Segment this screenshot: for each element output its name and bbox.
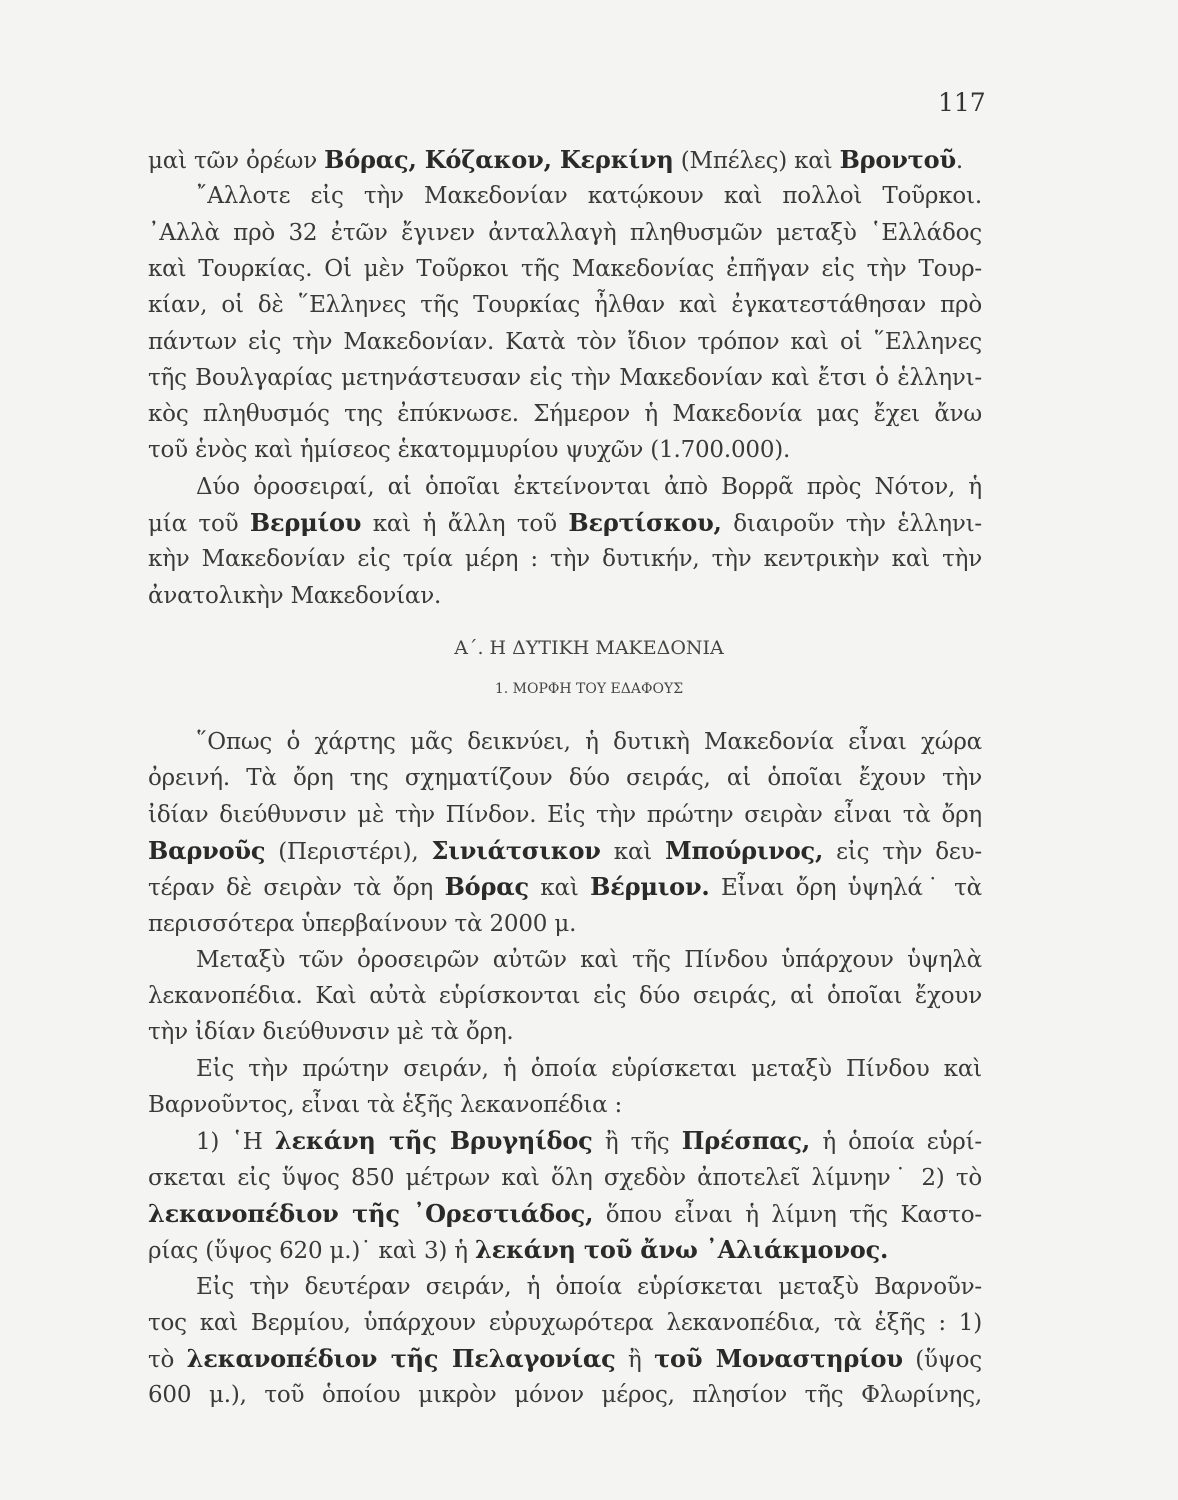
text-run: 600 μ.), τοῦ ὁποίου μικρὸν μόνον μέρος, πλησίον τῆς Φλωρίνης, xyxy=(148,1382,982,1409)
bold-term: λεκανοπέδιον τῆς ᾿Ορεστιάδος, xyxy=(148,1198,594,1228)
text-run: Εἶναι ὄρη ὑψηλά˙ τὰ xyxy=(709,875,982,902)
text-line xyxy=(148,508,982,539)
text-line xyxy=(148,363,982,393)
bold-term: τοῦ Μοναστηρίου xyxy=(654,1344,903,1374)
text-run: πάντων εἰς τὴν Μακεδονίαν. Κατὰ τὸν ἴδιον τρόπον καὶ οἱ ῞Ελληνες xyxy=(148,328,982,355)
text-run: κὴν Μακεδονίαν εἰς τρία μέρη : τὴν δυτικήν, τὴν κεντρικὴν καὶ τὴν xyxy=(148,546,982,573)
text-line xyxy=(148,1126,982,1157)
text-line xyxy=(148,1380,982,1410)
section-heading: Α΄. Η ΔΥΤΙΚΗ ΜΑΚΕΔΟΝΙΑ xyxy=(454,637,724,659)
text-line xyxy=(148,1163,982,1193)
text-line xyxy=(148,145,982,176)
text-line xyxy=(148,218,982,248)
text-line xyxy=(148,435,982,465)
text-run: ῎Αλλοτε εἰς τὴν Μακεδονίαν κατῴκουν καὶ πολλοὶ Τοῦρκοι. xyxy=(196,183,982,210)
text-run: καὶ xyxy=(600,838,666,865)
text-run: ρίας (ὕψος 620 μ.)˙ καὶ 3) ἡ xyxy=(148,1238,475,1265)
text-run: ἢ τῆς xyxy=(592,1129,682,1156)
text-run: καὶ ἡ ἄλλη τοῦ xyxy=(361,511,569,537)
text-run: ῞Οπως ὁ χάρτης μᾶς δεικνύει, ἡ δυτικὴ Μακεδονία εἶναι χώρα xyxy=(196,729,982,755)
text-line xyxy=(148,1235,982,1266)
bold-term: Βέρμιον. xyxy=(590,872,710,902)
text-run: διαιροῦν τὴν ἑλληνι- xyxy=(721,511,982,537)
text-run: ἢ xyxy=(615,1347,655,1374)
text-run: τέραν δὲ σειρὰν τὰ ὄρη xyxy=(148,875,445,902)
text-run: ᾿Αλλὰ πρὸ 32 ἐτῶν ἔγινεν ἀνταλλαγὴ πληθυσμῶν μεταξὺ ῾Ελλάδος xyxy=(148,219,982,246)
text-line xyxy=(148,909,982,939)
page-number: 117 xyxy=(938,88,986,117)
text-run: τὴν ἰδίαν διεύθυνσιν μὲ τὰ ὄρη. xyxy=(148,1019,514,1046)
text-run: 1) ῾Η xyxy=(196,1129,275,1156)
text-line xyxy=(148,800,982,830)
text-run: κίαν, οἱ δὲ ῞Ελληνες τῆς Τουρκίας ἦλθαν καὶ ἐγκατεστάθησαν πρὸ xyxy=(148,292,982,319)
text-line xyxy=(148,945,982,975)
bold-term: Βαρνοῦς xyxy=(148,835,266,865)
bold-term: Βερτίσκου, xyxy=(568,508,722,537)
text-line xyxy=(148,254,982,284)
text-line xyxy=(148,290,982,320)
text-line xyxy=(148,836,982,867)
text-run: μία τοῦ xyxy=(148,511,250,537)
text-run: καὶ xyxy=(528,875,591,902)
text-run: (Μπέλες) καὶ xyxy=(673,148,840,174)
text-run: τος καὶ Βερμίου, ὑπάρχουν εὐρυχωρότερα λεκανοπέδια, τὰ ἑξῆς : 1) xyxy=(148,1309,982,1336)
bold-term: Πρέσπας, xyxy=(681,1126,811,1156)
text-run: . xyxy=(955,148,964,174)
text-run: ἀνατολικὴν Μακεδονίαν. xyxy=(148,582,442,609)
text-run: ὀρεινή. Τὰ ὄρη της σχηματίζουν δύο σειράς, αἱ ὁποῖαι ἔχουν τὴν xyxy=(148,765,982,792)
text-line xyxy=(148,981,982,1011)
text-run: ἰδίαν διεύθυνσιν μὲ τὴν Πίνδον. Εἰς τὴν πρώτην σειρὰν εἶναι τὰ ὄρη xyxy=(148,801,982,828)
text-line xyxy=(148,1090,982,1120)
bold-term: λεκάνη τοῦ ἄνω ᾿Αλιάκμονος. xyxy=(475,1235,889,1265)
text-run: Δύο ὀροσειραί, αἱ ὁποῖαι ἐκτείνονται ἀπὸ Βορρᾶ πρὸς Νότον, ἡ xyxy=(196,473,982,500)
text-line xyxy=(148,763,982,793)
text-run: ὅπου εἶναι ἡ λίμνη τῆς Καστο- xyxy=(593,1201,982,1228)
text-line xyxy=(148,399,982,429)
text-run: τὸ xyxy=(148,1347,187,1374)
text-run: εἰς τὴν δευ- xyxy=(823,838,982,865)
text-run: (Περιστέρι), xyxy=(265,838,432,865)
bold-term: Μπούρινος, xyxy=(665,835,824,865)
bold-term: Βροντοῦ xyxy=(839,145,956,174)
text-run: Εἰς τὴν δευτέραν σειράν, ἡ ὁποία εὑρίσκεται μεταξὺ Βαρνοῦν- xyxy=(196,1273,982,1300)
bold-term: λεκανοπέδιον τῆς Πελαγονίας xyxy=(186,1344,616,1374)
text-line xyxy=(148,327,982,357)
text-run: Μεταξὺ τῶν ὀροσειρῶν αὐτῶν καὶ τῆς Πίνδου ὑπάρχουν ὑψηλὰ xyxy=(196,946,982,973)
text-line xyxy=(148,581,982,611)
bold-term: Σινιάτσικον xyxy=(431,835,601,865)
bold-term: Βόρας xyxy=(444,872,529,902)
text-run: κὸς πληθυσμός της ἐπύκνωσε. Σήμερον ἡ Μακεδονία μας ἔχει ἄνω xyxy=(148,401,982,428)
text-line xyxy=(148,1054,982,1084)
text-run: περισσότερα ὑπερβαίνουν τὰ 2000 μ. xyxy=(148,910,577,937)
text-line xyxy=(148,181,982,211)
bold-term: λεκάνη τῆς Βρυγηίδος xyxy=(274,1126,593,1156)
text-run: Εἰς τὴν πρώτην σειράν, ἡ ὁποία εὑρίσκεται μεταξὺ Πίνδου καὶ xyxy=(196,1055,982,1082)
text-run: καὶ Τουρκίας. Οἱ μὲν Τοῦρκοι τῆς Μακεδονίας ἐπῆγαν εἰς τὴν Τουρ- xyxy=(148,255,982,282)
text-line xyxy=(148,544,982,574)
text-line xyxy=(148,727,982,757)
text-line xyxy=(148,472,982,502)
text-run: τῆς Βουλγαρίας μετηνάστευσαν εἰς τὴν Μακεδονίαν καὶ ἔτσι ὁ ἑλληνι- xyxy=(148,364,982,391)
text-run: μαὶ τῶν ὀρέων xyxy=(148,148,325,174)
text-line xyxy=(148,872,982,903)
text-run: τοῦ ἑνὸς καὶ ἡμίσεος ἑκατομμυρίου ψυχῶν (1.700.000). xyxy=(148,437,791,464)
bold-term: Βερμίου xyxy=(249,508,362,537)
text-line xyxy=(148,1308,982,1338)
text-line xyxy=(148,1344,982,1375)
text-run: σκεται εἰς ὕψος 850 μέτρων καὶ ὅλη σχεδὸν ἀποτελεῖ λίμνην˙ 2) τὸ xyxy=(148,1164,982,1191)
text-line xyxy=(148,1017,982,1047)
text-run: (ὕψος xyxy=(902,1347,982,1374)
bold-term: Βόρας, Κόζακον, Κερκίνη xyxy=(324,145,674,174)
text-line xyxy=(148,1199,982,1230)
text-line xyxy=(148,1272,982,1302)
text-run: λεκανοπέδια. Καὶ αὐτὰ εὑρίσκονται εἰς δύο σειράς, αἱ ὁποῖαι ἔχουν xyxy=(148,983,982,1010)
text-run: Βαρνοῦντος, εἶναι τὰ ἑξῆς λεκανοπέδια : xyxy=(148,1092,623,1118)
text-run: ἡ ὁποία εὑρί- xyxy=(810,1129,983,1156)
subsection-heading: 1. ΜΟΡΦΗ ΤΟΥ ΕΔΑΦΟΥΣ xyxy=(494,681,684,697)
